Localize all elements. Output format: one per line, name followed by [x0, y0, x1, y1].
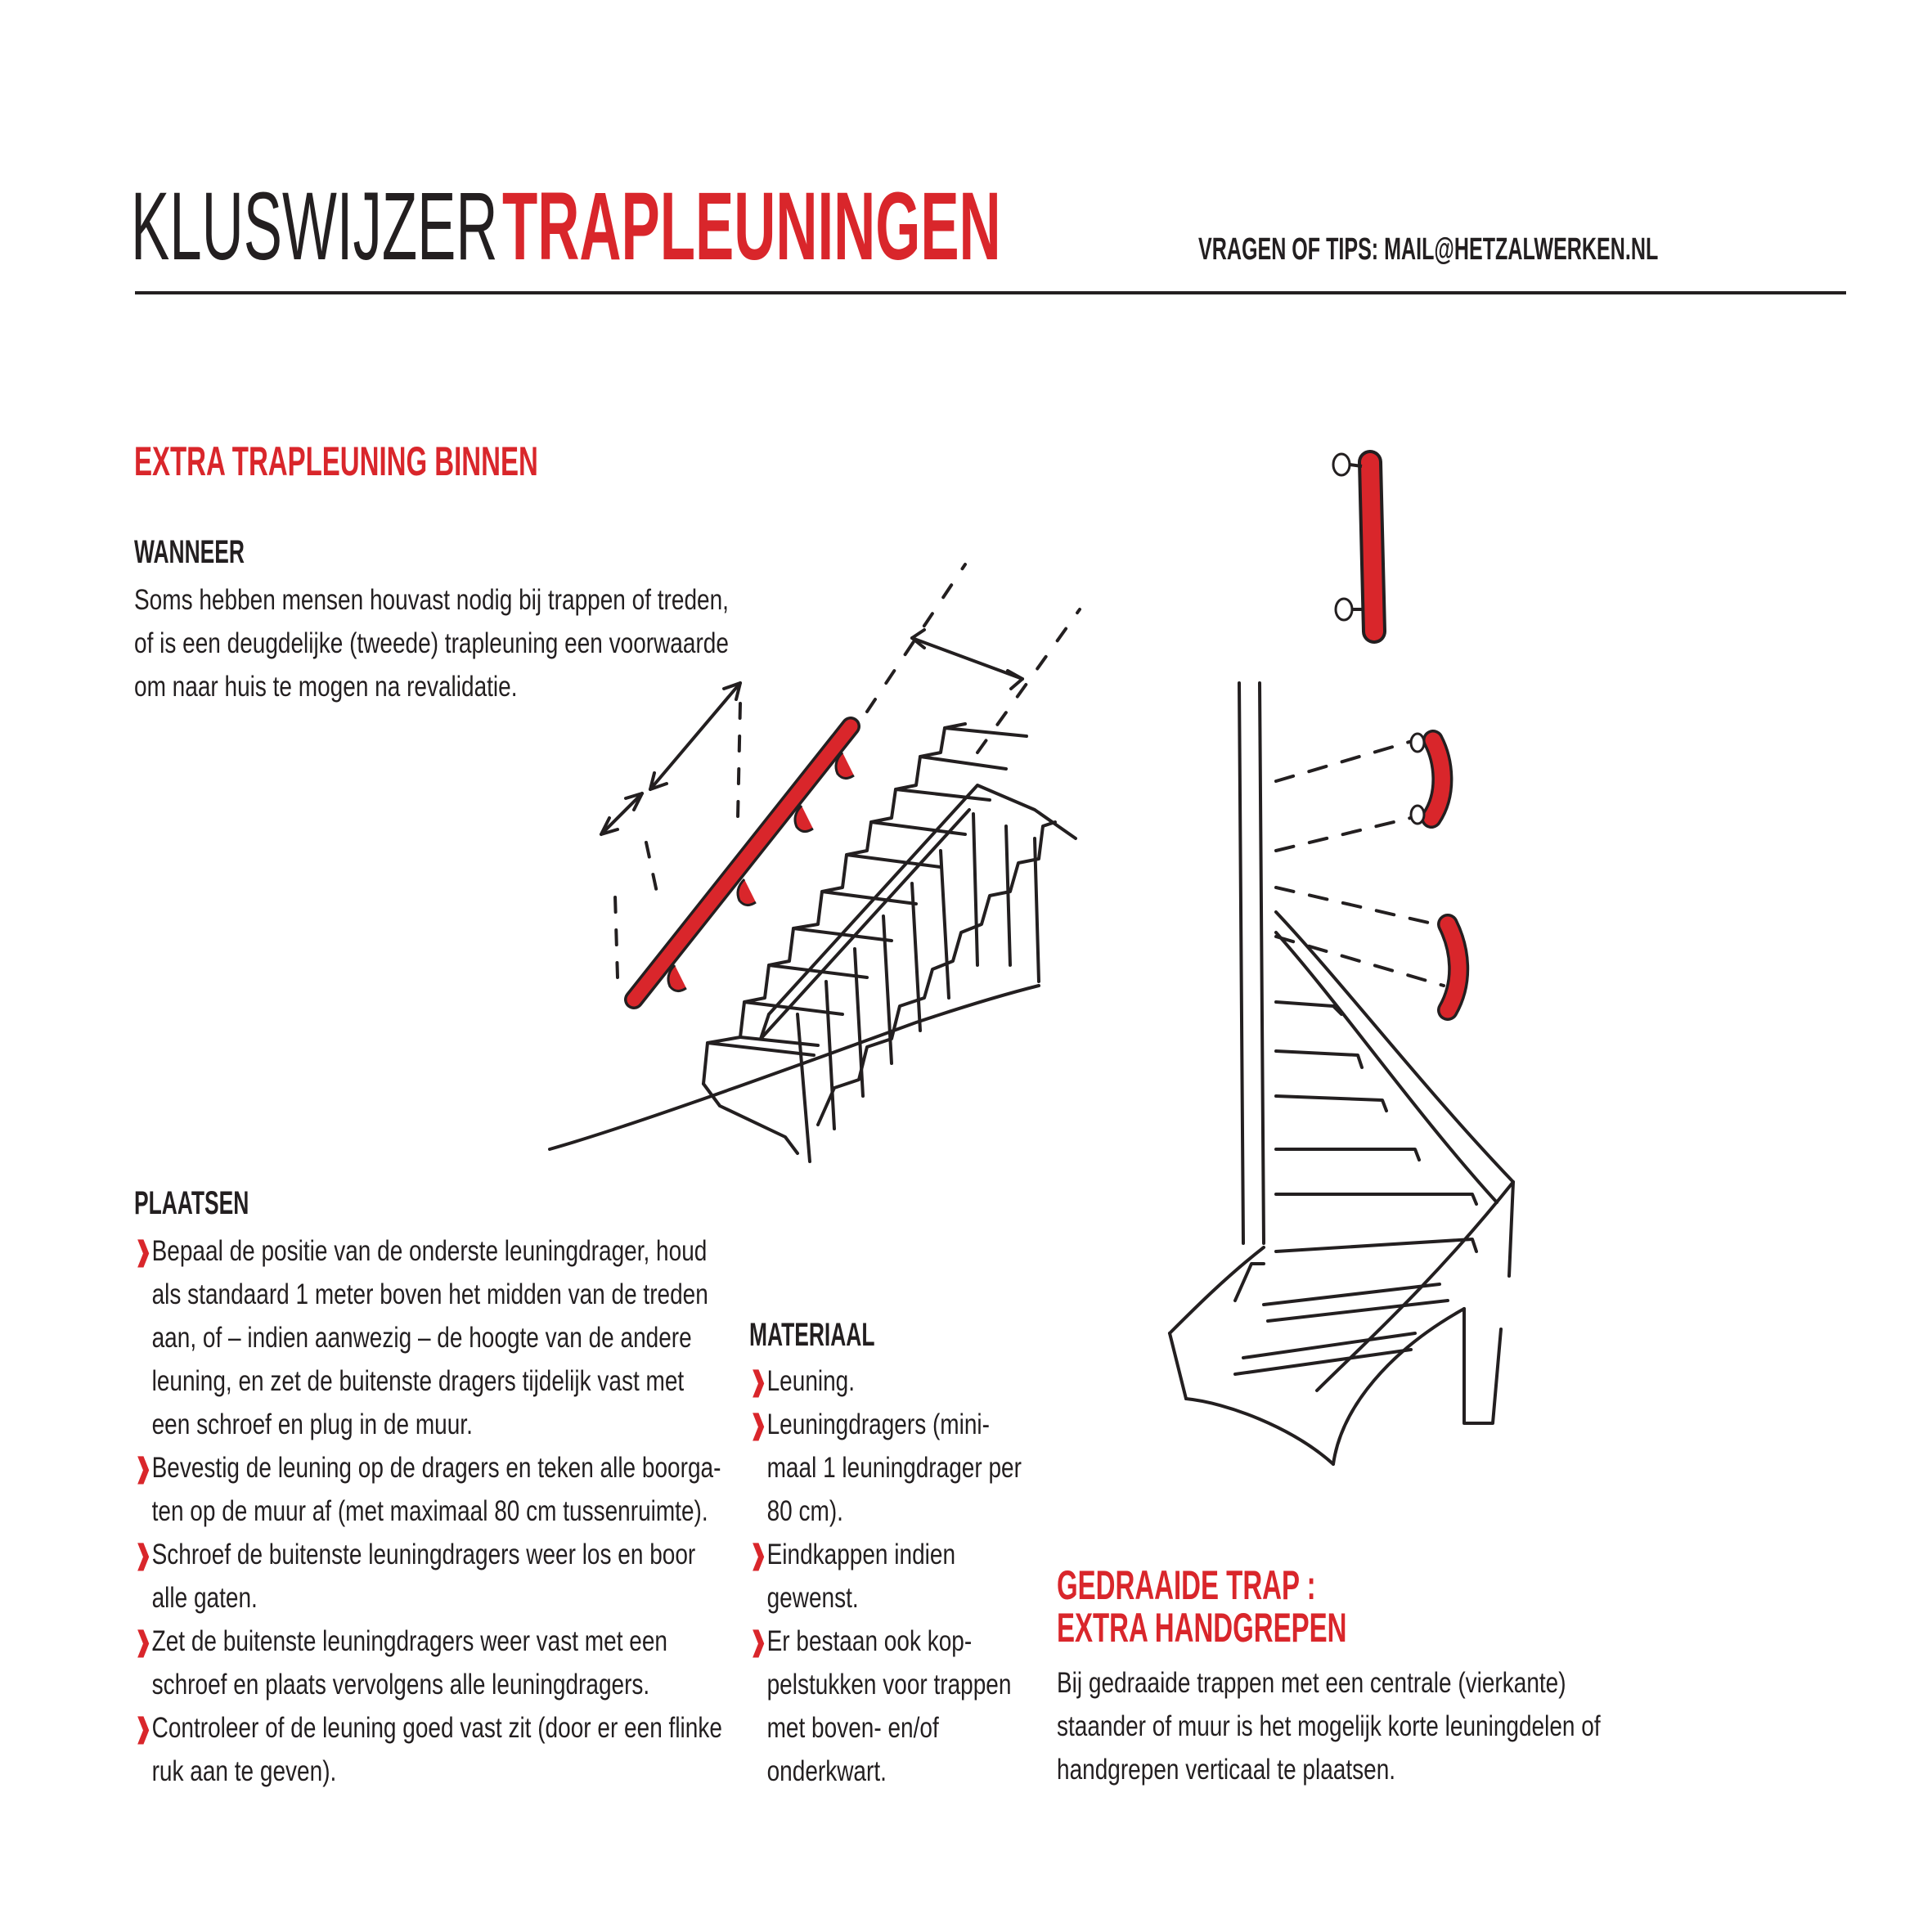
- bullet-icon: ❱: [749, 1366, 768, 1396]
- heading-wanneer: WANNEER: [134, 534, 245, 570]
- section-title-line: GEDRAAIDE TRAP :: [1057, 1562, 1316, 1608]
- bullet-icon: ❱: [134, 1713, 153, 1743]
- list-item-line: ruk aan te geven).: [151, 1755, 337, 1787]
- list-item-line: Eindkappen indien: [766, 1539, 956, 1570]
- wanneer-line: of is een deugdelijke (tweede) trapleuning een voorwaarde: [134, 627, 729, 659]
- contact-line: VRAGEN OF TIPS: MAIL@HETZALWERKEN.NL: [1198, 232, 1659, 267]
- list-item-line: pelstukken voor trappen: [766, 1669, 1012, 1701]
- section-title-line: EXTRA HANDGREPEN: [1057, 1605, 1347, 1651]
- vertical-handrail-icon: [1333, 454, 1374, 631]
- list-item-line: schroef en plaats vervolgens alle leuningdragers.: [151, 1669, 650, 1701]
- list-item-line: Zet de buitenste leuningdragers weer vast met een: [151, 1625, 667, 1657]
- wanneer-line: om naar huis te mogen na revalidatie.: [134, 671, 518, 703]
- bullet-icon: ❱: [134, 1626, 153, 1656]
- heading-plaatsen: PLAATSEN: [134, 1185, 249, 1221]
- list-item-line: Bepaal de positie van de onderste leuningdrager, houd: [151, 1235, 708, 1267]
- list-item-line: Controleer of de leuning goed vast zit (door er een flinke: [151, 1712, 722, 1744]
- grip-icon: [1411, 734, 1442, 824]
- bullet-icon: ❱: [134, 1236, 153, 1266]
- list-item-line: onderkwart.: [766, 1755, 887, 1787]
- gedraaide-line: Bij gedraaide trappen met een centrale (vierkante): [1057, 1667, 1566, 1699]
- list-item-line: Leuning.: [766, 1365, 856, 1397]
- wanneer-line: Soms hebben mensen houvast nodig bij trappen of treden,: [134, 584, 729, 616]
- list-item-line: Bevestig de leuning op de dragers en teken alle boorga-: [151, 1452, 721, 1484]
- grip-icon: [1448, 924, 1458, 1010]
- list-item-line: maal 1 leuningdrager per: [766, 1452, 1022, 1484]
- list-item-line: Schroef de buitenste leuningdragers weer los en boor: [151, 1539, 696, 1570]
- list-item-line: als standaard 1 meter boven het midden van de treden: [151, 1278, 708, 1310]
- bullet-icon: ❱: [134, 1539, 153, 1570]
- gedraaide-line: staander of muur is het mogelijk korte leuningdelen of: [1057, 1710, 1601, 1742]
- list-item-line: aan, of – indien aanwezig – de hoogte van de andere: [151, 1322, 692, 1354]
- list-item-line: met boven- en/of: [766, 1712, 939, 1744]
- list-item-line: ten op de muur af (met maximaal 80 cm tussenruimte).: [151, 1495, 708, 1527]
- list-item-line: Er bestaan ook kop-: [766, 1625, 973, 1657]
- gedraaide-line: handgrepen verticaal te plaatsen.: [1057, 1754, 1396, 1786]
- list-item-line: een schroef en plug in de muur.: [151, 1409, 473, 1440]
- page-title-light: KLUSWIJZER: [131, 173, 498, 281]
- bullet-icon: ❱: [134, 1453, 153, 1483]
- list-item-line: leuning, en zet de buitenste dragers tijdelijk vast met: [151, 1365, 685, 1397]
- list-item-line: Leuningdragers (mini-: [766, 1409, 990, 1440]
- bullet-icon: ❱: [749, 1409, 768, 1440]
- page-title-bold: TRAPLEUNINGEN: [502, 173, 1001, 281]
- section-title-binnen: EXTRA TRAPLEUNING BINNEN: [134, 438, 538, 484]
- heading-materiaal: MATERIAAL: [749, 1317, 875, 1353]
- list-item-line: 80 cm).: [766, 1495, 843, 1527]
- list-item-line: alle gaten.: [151, 1582, 258, 1614]
- list-item-line: gewenst.: [766, 1582, 859, 1614]
- bullet-icon: ❱: [749, 1539, 768, 1570]
- bullet-icon: ❱: [749, 1626, 768, 1656]
